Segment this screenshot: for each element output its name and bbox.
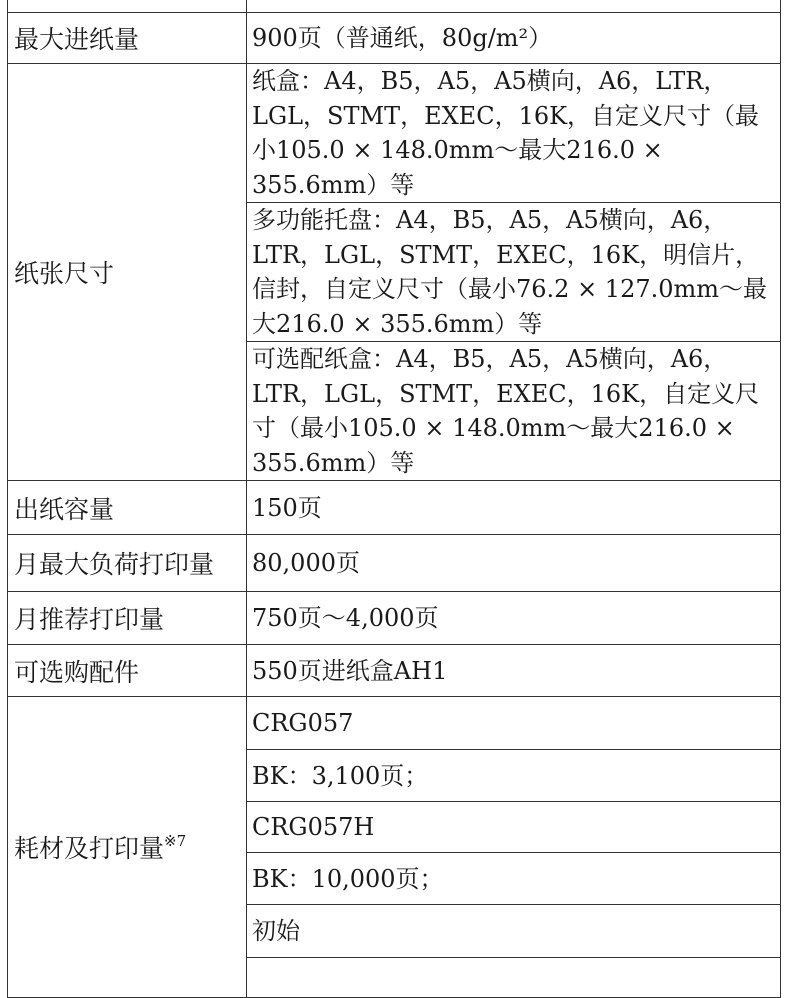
row-label: 纸张尺寸 <box>8 64 247 481</box>
row-label: 出纸容量 <box>8 481 247 535</box>
table-row <box>8 13 781 64</box>
table-row <box>8 535 781 592</box>
table-row <box>8 592 781 645</box>
row-value: 80,000页 <box>247 535 781 592</box>
row-value: 纸盒：A4，B5，A5，A5横向，A6，LTR，LGL，STMT，EXEC，16K，自定义尺寸（最小105.0 × 148.0mm～最大216.0 × 355.6mm）等 <box>247 64 781 203</box>
row-label <box>8 697 247 998</box>
row-label: 可选购配件 <box>8 645 247 697</box>
row-value: 750页～4,000页 <box>247 592 781 645</box>
row-value: BK：3,100页； <box>247 750 781 802</box>
row-value: BK：10,000页； <box>247 853 781 905</box>
row-value: 550页进纸盒AH1 <box>247 645 781 697</box>
table-row <box>8 697 781 750</box>
table-row <box>8 64 781 203</box>
row-value <box>247 958 781 998</box>
table-row <box>8 645 781 697</box>
row-label-text: 耗材及打印量 <box>14 834 165 863</box>
row-label: 月最大负荷打印量 <box>8 535 247 592</box>
row-value: 初始 <box>247 905 781 958</box>
row-value: 可选配纸盒：A4，B5，A5，A5横向，A6，LTR，LGL，STMT，EXEC，16K，自定义尺寸（最小105.0 × 148.0mm～最大216.0 × 355.6mm）等 <box>247 342 781 481</box>
row-label <box>8 0 247 13</box>
table-row <box>8 0 781 13</box>
spec-table <box>7 0 781 998</box>
row-label: 最大进纸量 <box>8 13 247 64</box>
row-value: 150页 <box>247 481 781 535</box>
table-row <box>8 481 781 535</box>
row-value: 多功能托盘：A4，B5，A5，A5横向，A6，LTR，LGL，STMT，EXEC，16K，明信片，信封，自定义尺寸（最小76.2 × 127.0mm～最大216.0 × 355.6mm）等 <box>247 203 781 342</box>
row-value <box>247 0 781 13</box>
row-value: CRG057 <box>247 697 781 750</box>
row-label: 月推荐打印量 <box>8 592 247 645</box>
row-value: CRG057H <box>247 802 781 853</box>
row-value: 900页（普通纸，80g/m²） <box>247 13 781 64</box>
footnote-mark: ※7 <box>164 832 187 850</box>
